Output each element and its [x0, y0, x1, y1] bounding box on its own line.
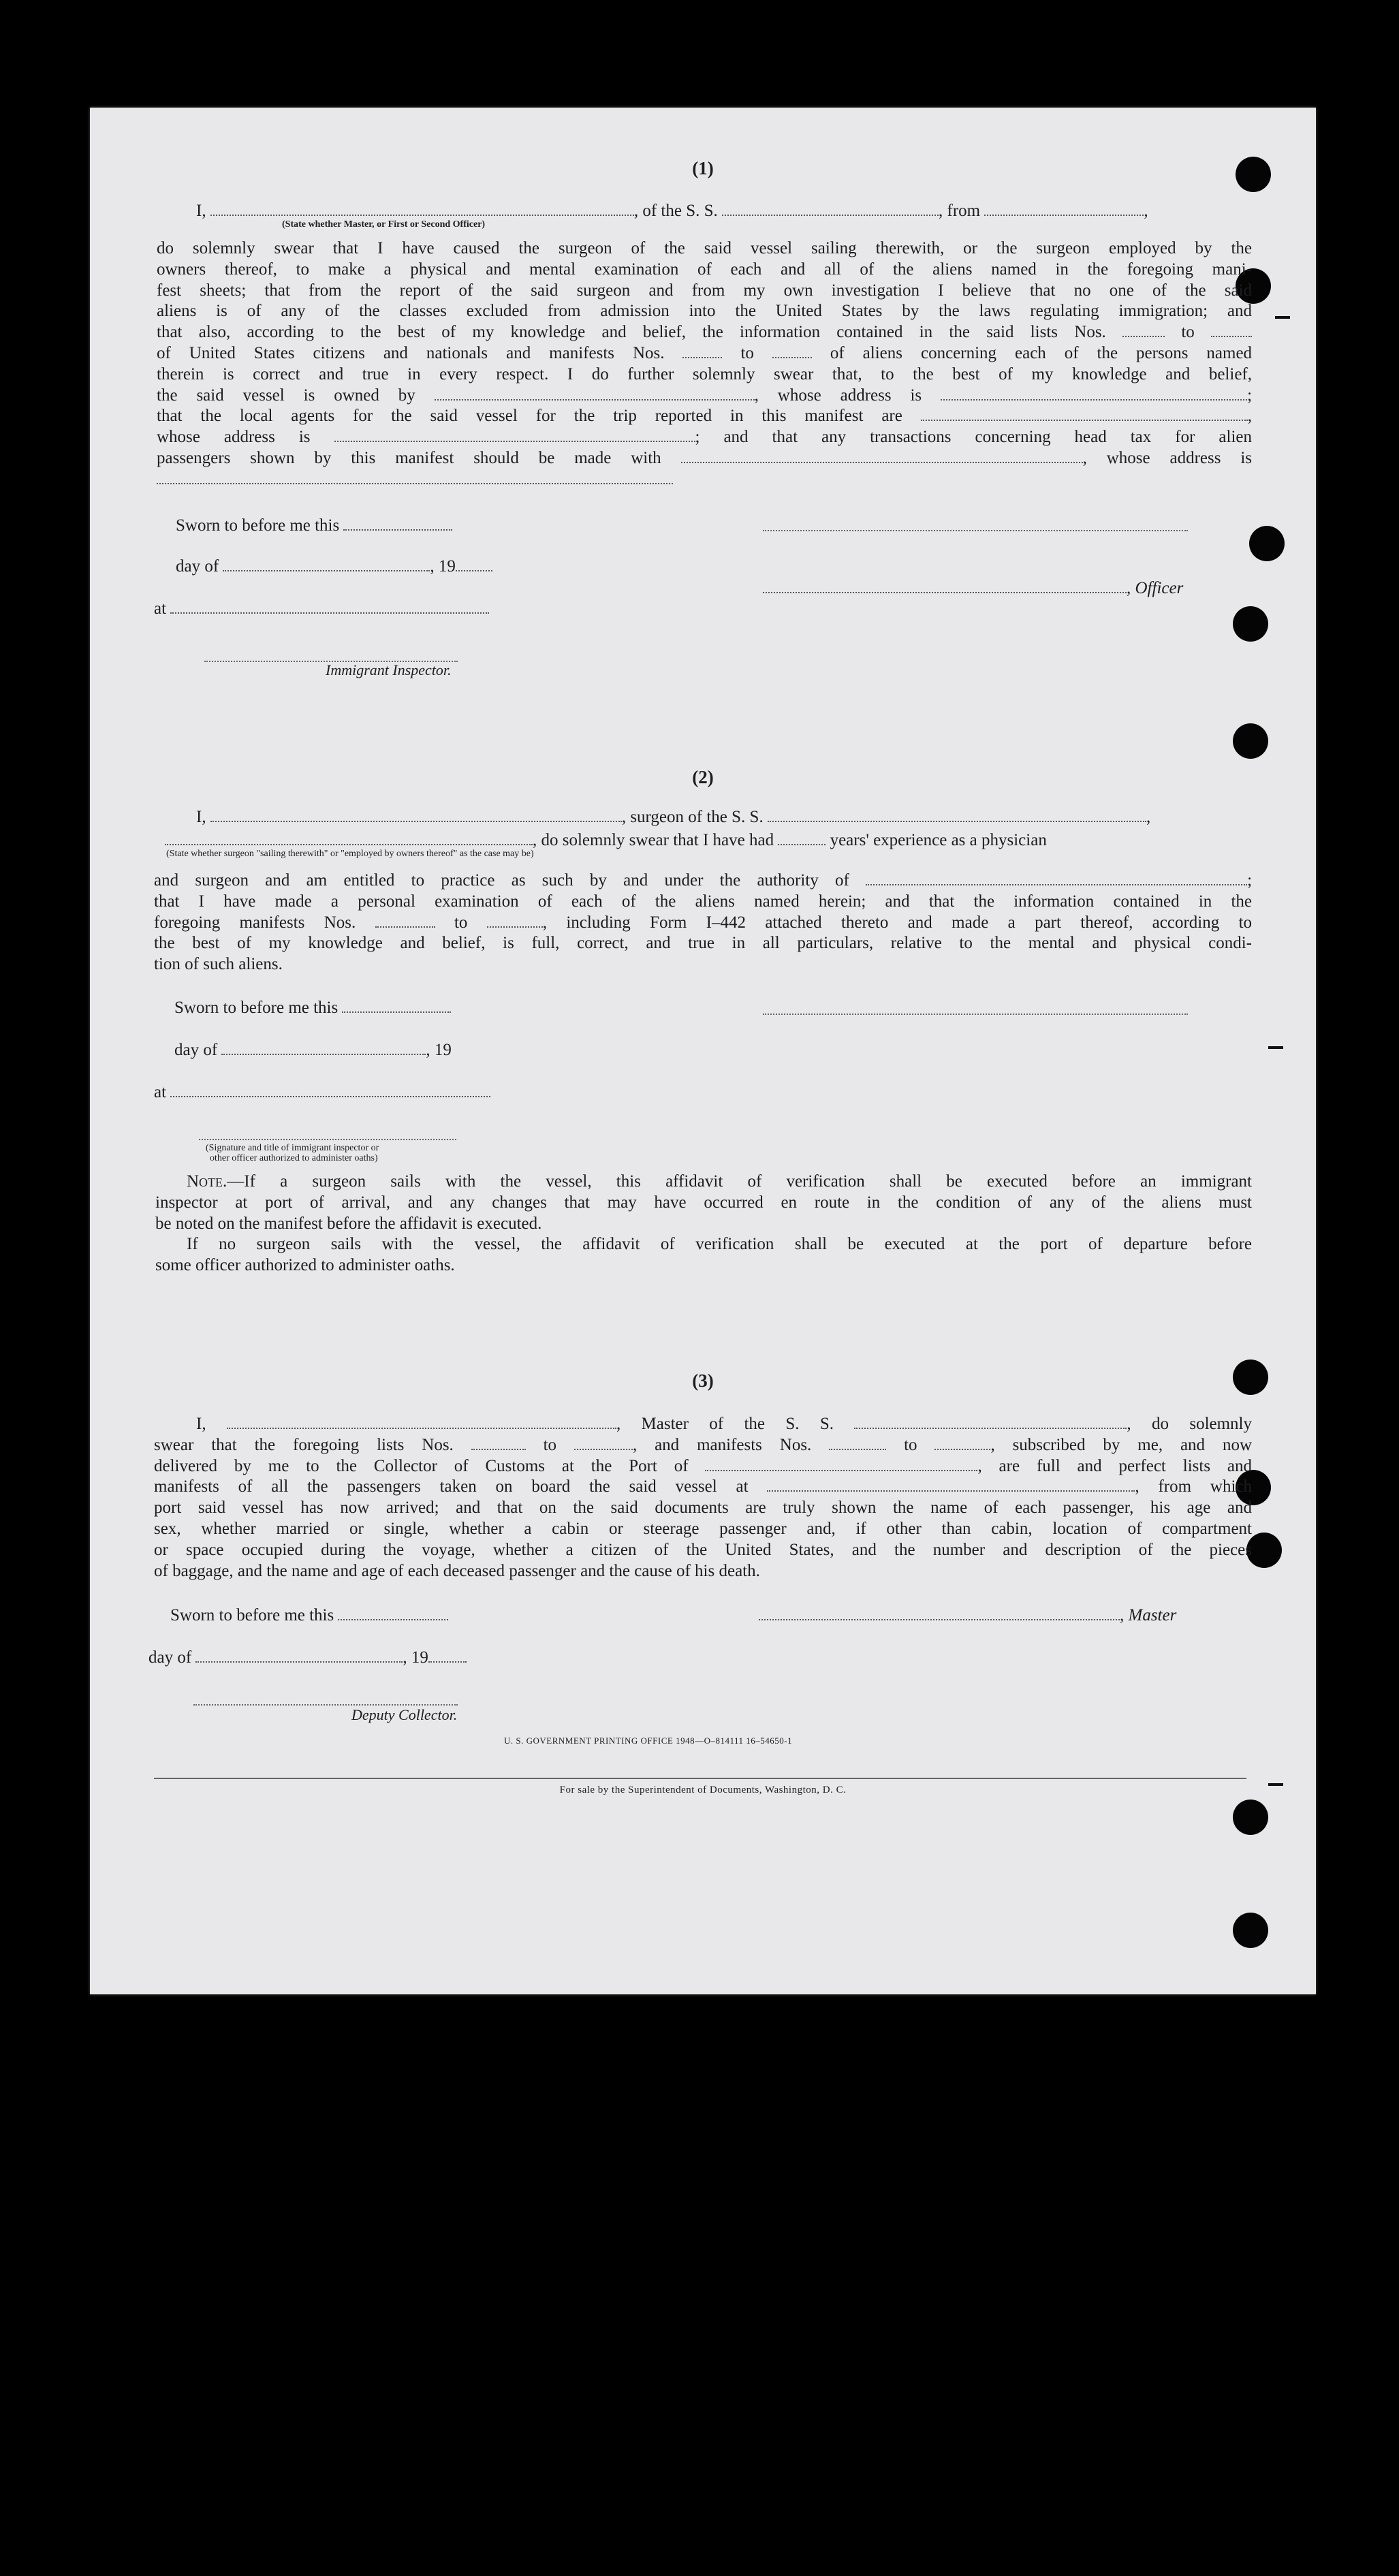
- punch-hole: [1233, 1800, 1268, 1835]
- punch-hole: [1233, 723, 1268, 759]
- surgeon-signature-line: [763, 1014, 1188, 1015]
- section-1-lead: I, , of the S. S. , from ,: [196, 202, 1148, 220]
- master-caption: (State whether Master, or First or Second Officer): [282, 219, 486, 230]
- footer-rule: [154, 1778, 1246, 1779]
- edge-mark: [1268, 1046, 1283, 1049]
- surgeon-caption: (State whether surgeon "sailing therewith" or "employed by owners thereof" as the case may be): [166, 849, 534, 859]
- section-3-number: (3): [692, 1370, 714, 1391]
- day-of-line: day of , 19: [174, 1041, 452, 1059]
- sworn-line: Sworn to before me this: [170, 1605, 448, 1626]
- punch-hole: [1233, 1913, 1268, 1948]
- section-1-number: (1): [692, 158, 714, 178]
- note-paragraph: Note.—If a surgeon sails with the vessel, this affidavit of verification shall be executed before an immigrant inspector at port of arrival, and any changes that may have occurred en route in the condition of any of the aliens must be noted on the manifest before the affidavit is executed. If no surgeon sails with the vessel, the affidavit of verification shall be executed at the port of departure before some officer authorized to administer oaths.: [155, 1172, 1252, 1275]
- section-2-number: (2): [692, 767, 714, 787]
- officer-line: , Officer: [763, 578, 1183, 599]
- day-of-line: day of , 19: [148, 1647, 467, 1668]
- inspector-caption: Immigrant Inspector.: [326, 661, 452, 678]
- day-of-line: day of , 19: [176, 556, 492, 577]
- inspector-signature-line: [199, 1139, 456, 1140]
- section-1-paragraph: do solemnly swear that I have caused the surgeon of the said vessel sailing therewith, or the surgeon employed by the owners thereof, to make a physical and mental examination of each and all of the aliens named in the foregoing mani- fest sheets; that from the report of the said surgeon and from my own investigation I believe that no one of the said aliens is of any of the classes excluded from admission into the United States by the laws regulating immigration; and that also, according to the best of my knowledge and belief, the information contained in the said lists Nos. to of United States citizens and nationals and manifests Nos. to of aliens concerning each of the persons named therein is correct and true in every respect. I do further solemnly swear that, to the best of my knowledge and belief, the said vessel is owned by , whose address is ; that the local agents for the said vessel for the trip reported in this manifest are , whose address is ; and that any transactions concerning head tax for alien passengers shown by this manifest should be made with , whose address is: [157, 238, 1252, 490]
- punch-hole: [1233, 606, 1268, 642]
- section-3-paragraph: I, , Master of the S. S. , do solemnly swear that the foregoing lists Nos. to , and manifests Nos. to , subscribed by me, and now delivered by me to the Collector of Customs at the Port of , are full and perfect lists and manifests of all the passengers taken on board the said vessel at , from which port said vessel has now arrived; and that on the said documents are truly shown the name of each passenger, his age and sex, whether married or single, whether a cabin or steerage passenger and, if other than cabin, location of compartment or space occupied during the voyage, whether a citizen of the United States, and the number and description of the pieces of baggage, and the name and age of each deceased passenger and the cause of his death.: [154, 1415, 1253, 1580]
- signature-caption-2: other officer authorized to administer oaths): [210, 1153, 378, 1163]
- form-page: [90, 108, 1316, 1994]
- signature-caption-1: (Signature and title of immigrant inspector or: [206, 1143, 379, 1153]
- officer-signature-line: [763, 530, 1188, 531]
- sale-notice: For sale by the Superintendent of Documents, Washington, D. C.: [559, 1785, 847, 1795]
- master-line: , Master: [759, 1605, 1176, 1626]
- section-2-paragraph: and surgeon and am entitled to practice as such by and under the authority of ; that I have made a personal examination of each of the aliens named herein; and that the information contained in the foregoing manifests Nos. to , including Form I–442 attached thereto and made a part thereof, according to the best of my knowledge and belief, is full, correct, and true in all particulars, relative to the mental and physical condi- tion of such aliens.: [154, 871, 1253, 974]
- at-line: at: [154, 598, 489, 619]
- at-line: at: [154, 1082, 490, 1103]
- edge-mark: [1275, 316, 1290, 319]
- sworn-line: Sworn to before me this: [174, 997, 451, 1018]
- punch-hole: [1249, 526, 1285, 561]
- collector-caption: Deputy Collector.: [351, 1706, 458, 1723]
- printing-office-imprint: U. S. GOVERNMENT PRINTING OFFICE 1948—O–814111 16–54650-1: [504, 1735, 793, 1746]
- sworn-line: Sworn to before me this: [176, 515, 452, 536]
- section-2-line-1: I, , surgeon of the S. S. ,: [196, 808, 1151, 826]
- section-2-line-2: , do solemnly swear that I have had years' experience as a physician: [165, 830, 1047, 851]
